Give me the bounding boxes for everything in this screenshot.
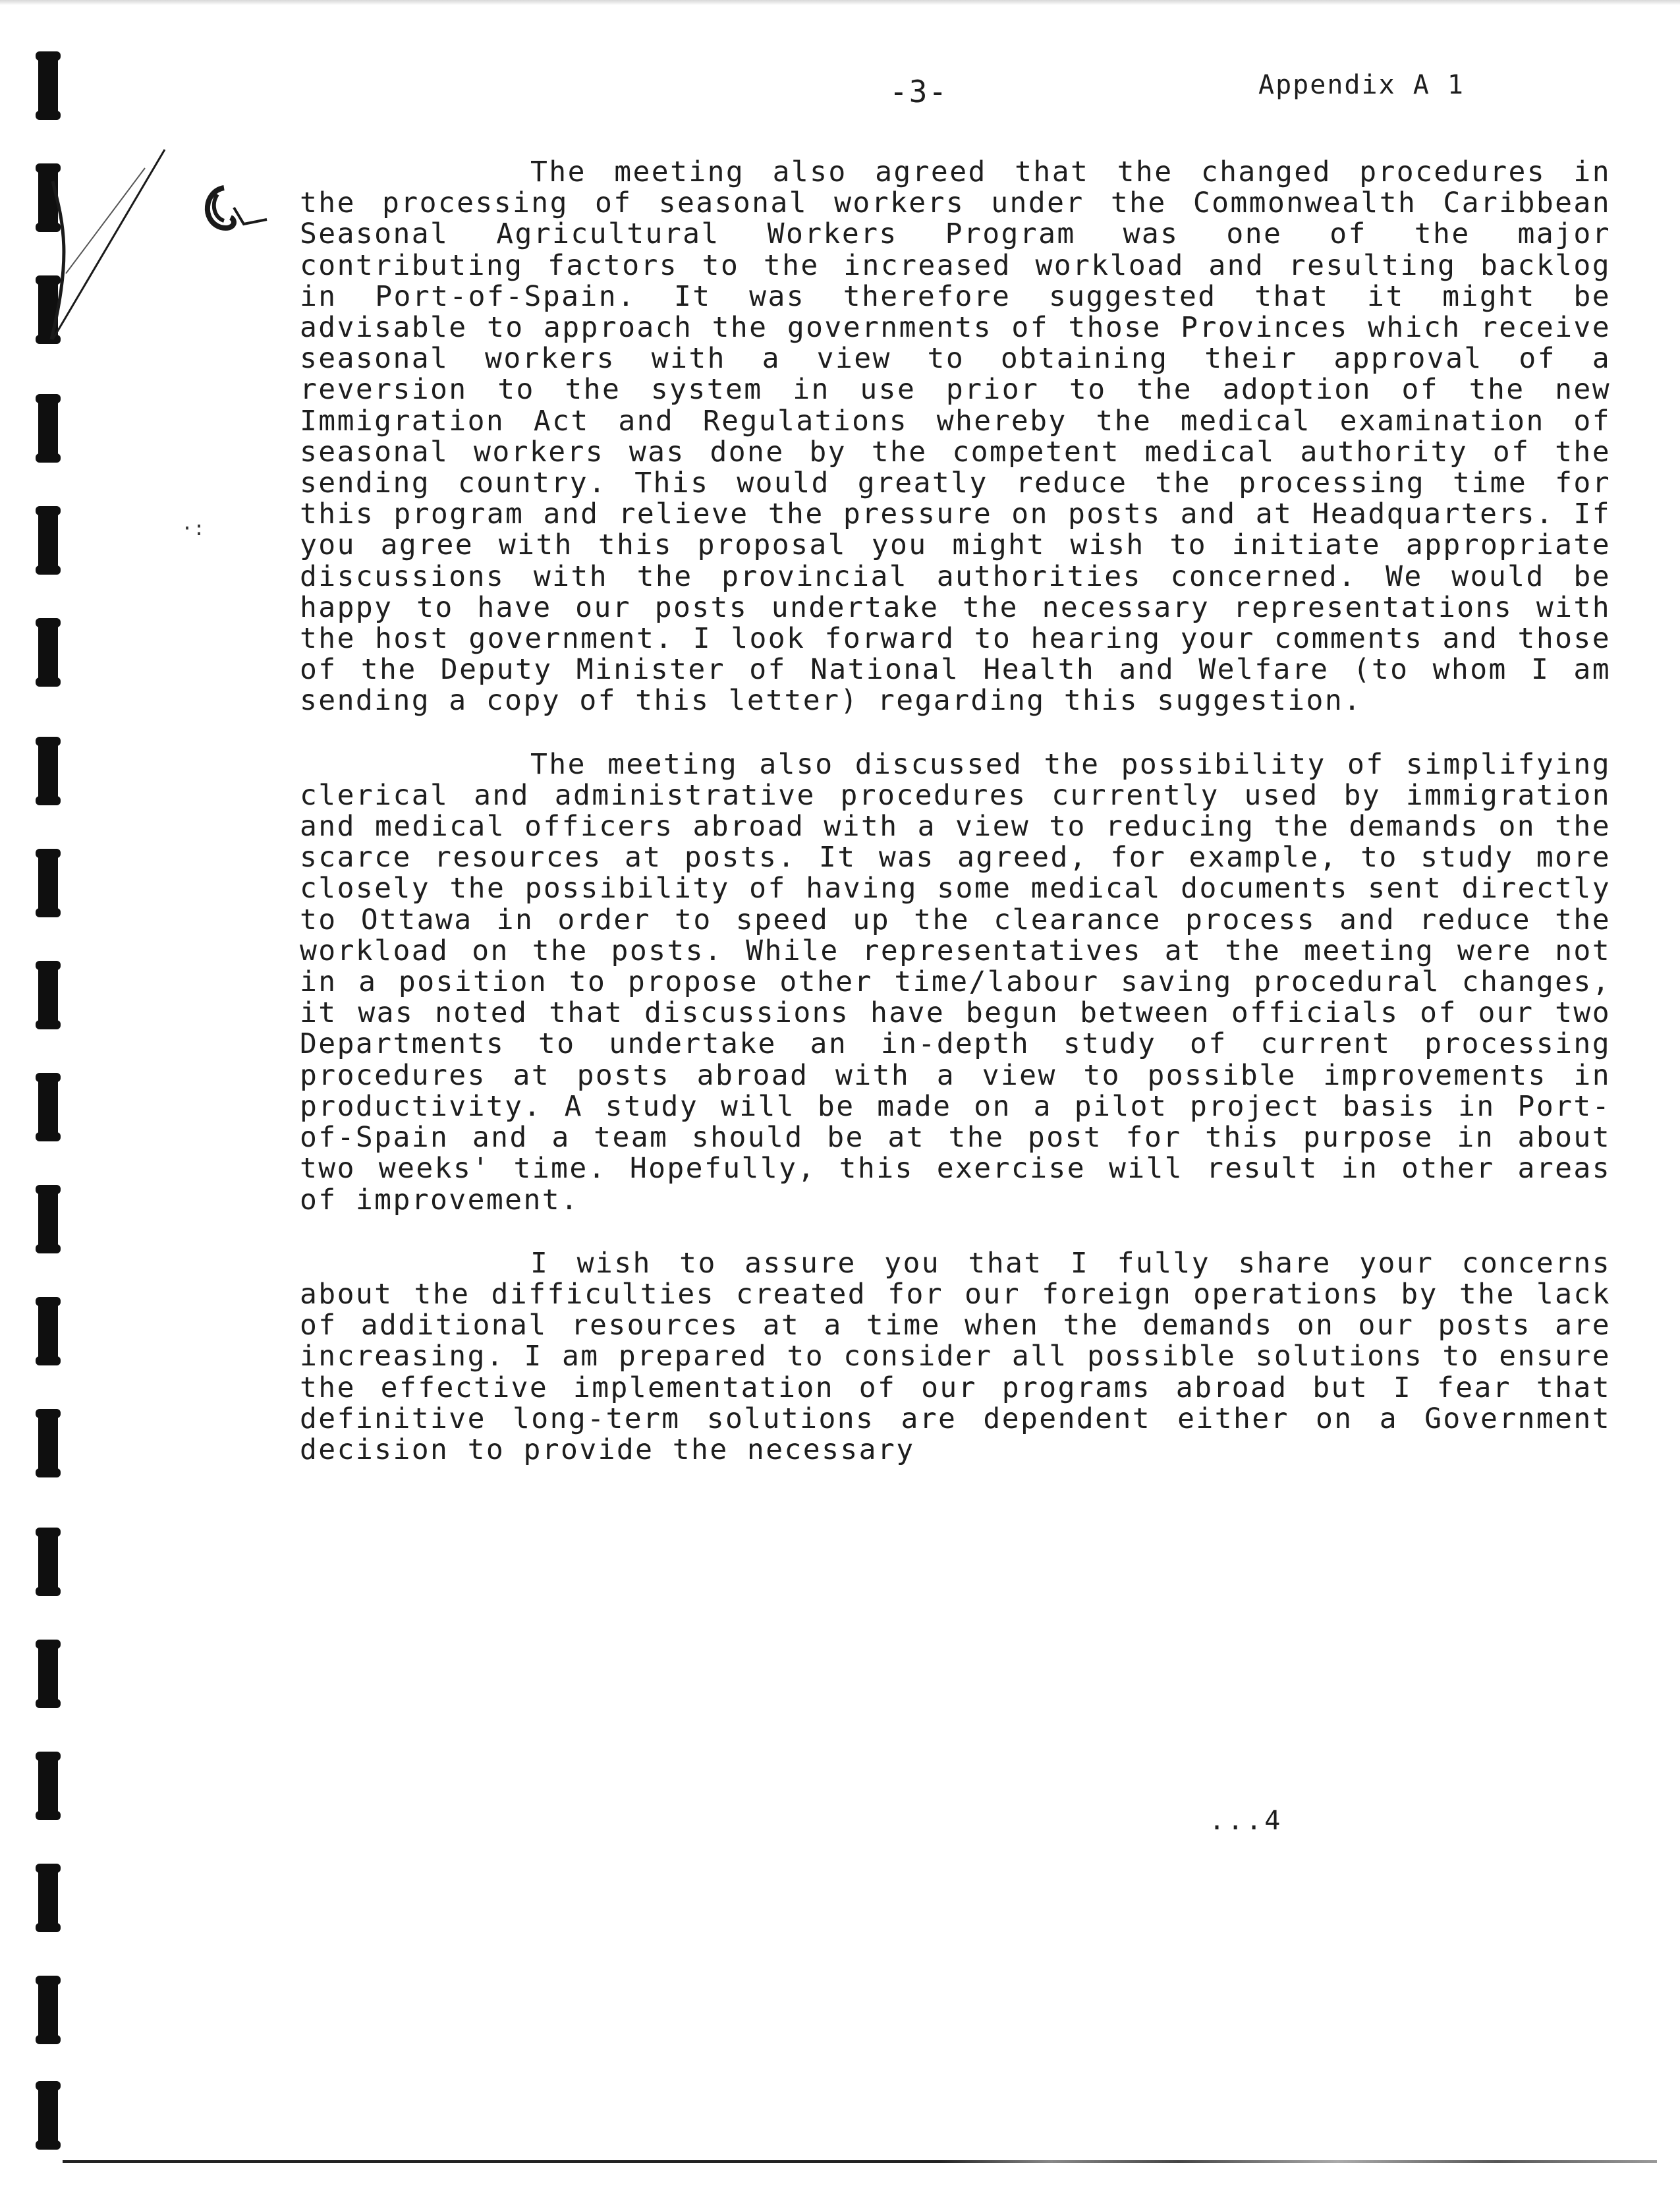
binder-mark: [38, 619, 58, 685]
binder-mark: [38, 53, 58, 119]
page-number: -3-: [889, 74, 949, 109]
binder-mark: [38, 1529, 58, 1595]
margin-mark: ·:: [181, 517, 206, 540]
binder-mark: [38, 1298, 58, 1364]
scan-edge: [0, 0, 1680, 5]
binder-mark: [38, 395, 58, 461]
binder-mark: [38, 1641, 58, 1707]
appendix-label: Appendix A 1: [1258, 70, 1465, 100]
binder-mark: [38, 1186, 58, 1252]
binder-mark: [38, 962, 58, 1028]
binder-mark: [38, 2082, 58, 2148]
handwritten-check-mark: [46, 142, 178, 353]
binder-mark: [38, 1977, 58, 2043]
paragraph: I wish to assure you that I fully share your concerns about the difficulties created for our foreign operations by the lack of additional resources at a time when the demands on our posts are increasing. I am prepared to consider all possible solutions to ensure the effective implementation of our programs abroad but I fear that definitive long-term solutions are dependent either on a Government decision to provide the necessary: [300, 1246, 1611, 1466]
continuation-marker: ...4: [1209, 1806, 1283, 1836]
binder-mark: [38, 1865, 58, 1931]
paragraph: The meeting also discussed the possibility of simplifying clerical and administrative procedures currently used by immigration and medical officers abroad with a view to reducing the demands on the scarce resources at posts. It was agreed, for example, to study more closely the possibility of having some medical documents sent directly to Ottawa in order to speed up the clearance process and reduce the workload on the posts. While representatives at the meeting were not in a position to propose other time/labour saving procedural changes, it was noted that discussions have begun between officials of our two Departments to undertake an in-depth study of current processing procedures at posts abroad with a view to possible improvements in productivity. A study will be made on a pilot project basis in Port-of-Spain and a team should be at the post for this purpose in about two weeks' time. Hopefully, this exercise will result in other areas of improvement.: [300, 747, 1611, 1217]
binder-mark: [38, 1753, 58, 1819]
paragraph: The meeting also agreed that the changed procedures in the processing of seasonal workers under the Commonwealth Caribbean Seasonal Agricultural Workers Program was one of the major contributing factors to the increased workload and resulting backlog in Port-of-Spain. It was therefore suggested that it might be advisable to approach the governments of those Provinces which receive seasonal workers with a view to obtaining their approval of a reversion to the system in use prior to the adoption of the new Immigration Act and Regulations whereby the medical examination of seasonal workers was done by the competent medical authority of the sending country. This would greatly reduce the processing time for this program and relieve the pressure on posts and at Headquarters. If you agree with this proposal you might wish to initiate appropriate discussions with the provincial authorities concerned. We would be happy to have our posts undertake the necessary representations with the host government. I look forward to hearing your comments and those of the Deputy Minister of National Health and Welfare (to whom I am sending a copy of this letter) regarding this suggestion.: [300, 156, 1611, 718]
binder-mark: [38, 738, 58, 804]
binder-mark: [38, 1074, 58, 1140]
letter-body: [300, 157, 1611, 1498]
binder-mark: [38, 1410, 58, 1476]
binder-mark: [38, 507, 58, 573]
binder-mark: [38, 850, 58, 916]
bottom-rule: [63, 2160, 1657, 2163]
handwritten-initials: [198, 181, 270, 241]
